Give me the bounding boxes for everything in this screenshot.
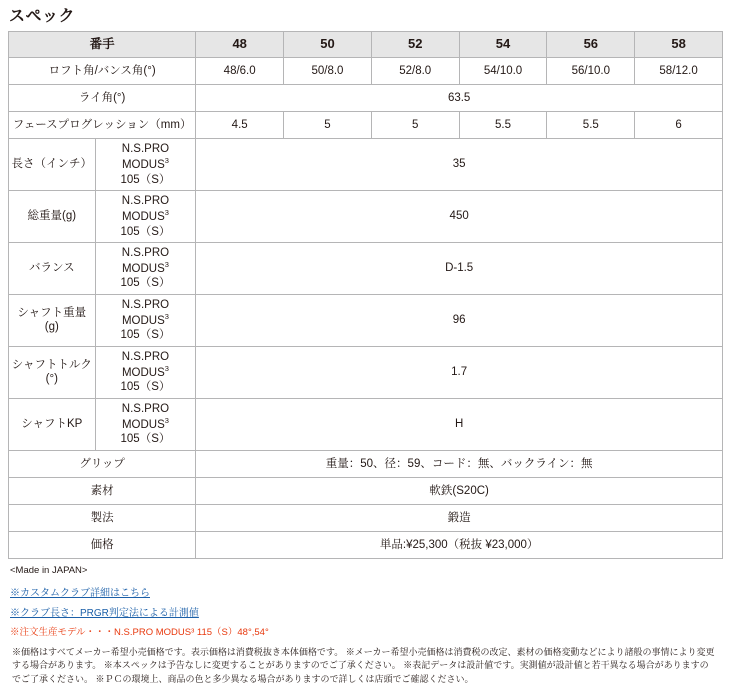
row-label: 総重量(g) (9, 190, 96, 242)
spec-page (0, 3, 731, 686)
spec-table (8, 31, 723, 559)
table-row (9, 294, 723, 346)
row-label: ロフト角/バンス角(°) (9, 58, 196, 85)
row-label: シャフトトルク(°) (9, 346, 96, 398)
row-value-cell: 5 (371, 112, 459, 139)
row-label: 製法 (9, 504, 196, 531)
page-title: スペック (9, 8, 76, 25)
row-label: シャフトKP (9, 398, 96, 450)
club-length-link[interactable]: ※クラブ長さ：PRGR判定法による計測値 (10, 607, 199, 619)
row-value-cell: 52/8.0 (371, 58, 459, 85)
row-value-cell: 6 (635, 112, 723, 139)
table-header-row (9, 32, 723, 58)
row-value: D-1.5 (196, 242, 723, 294)
row-value-cell: 58/12.0 (635, 58, 723, 85)
header-cell-loft: 50 (284, 32, 372, 58)
row-value-cell: 4.5 (196, 112, 284, 139)
row-shaft-label: N.S.PRO MODUS$^3$ 105（S） (95, 398, 196, 450)
table-row (9, 139, 723, 191)
row-value-cell: 5.5 (547, 112, 635, 139)
row-label: 価格 (9, 531, 196, 558)
row-value-cell: 50/8.0 (284, 58, 372, 85)
row-label: 長さ（インチ） (9, 139, 96, 191)
table-row (9, 112, 723, 139)
row-value-cell: 56/10.0 (547, 58, 635, 85)
row-shaft-label: N.S.PRO MODUS$^3$ 105（S） (95, 139, 196, 191)
header-cell-label: 番手 (9, 32, 196, 58)
row-value: H (196, 398, 723, 450)
row-value-cell: 5 (284, 112, 372, 139)
row-label: ライ角(°) (9, 85, 196, 112)
row-value: 単品:¥25,300（税抜 ¥23,000） (196, 531, 723, 558)
row-value-cell: 54/10.0 (459, 58, 547, 85)
row-value: 96 (196, 294, 723, 346)
table-row (9, 531, 723, 558)
notes-block (10, 565, 723, 686)
row-label: グリップ (9, 450, 196, 477)
row-shaft-label: N.S.PRO MODUS$^3$ 105（S） (95, 242, 196, 294)
row-label: バランス (9, 242, 96, 294)
row-shaft-label: N.S.PRO MODUS$^3$ 105（S） (95, 294, 196, 346)
table-row (9, 190, 723, 242)
table-row (9, 450, 723, 477)
row-label: フェースプログレッション（mm） (9, 112, 196, 139)
row-value: 35 (196, 139, 723, 191)
row-label: 素材 (9, 477, 196, 504)
row-shaft-label: N.S.PRO MODUS$^3$ 105（S） (95, 346, 196, 398)
header-cell-loft: 56 (547, 32, 635, 58)
table-row (9, 242, 723, 294)
row-value: 軟鉄(S20C) (196, 477, 723, 504)
order-made-note: ※注文生産モデル・・・N.S.PRO MODUS³ 115（S）48°,54° (10, 626, 269, 638)
fineprint: ※価格はすべてメーカー希望小売価格です。表示価格は消費税抜き本体価格です。 ※メーカー希望小売価格は消費税の改定、素材の価格変動などにより諸般の事情により変更する場合があります。 ※本スペックは予告なしに変更することがありますのでご了承ください。 ※表記データは設計値です。実測値が設計値と若干異なる場合がありますのでご了承ください。 ※ＰＣの環境上、商品の色と多少異なる場合がありますので詳しくは店頭でご確認ください。 (12, 646, 715, 684)
table-row (9, 398, 723, 450)
row-value: 鍛造 (196, 504, 723, 531)
row-value-cell: 5.5 (459, 112, 547, 139)
header-cell-loft: 52 (371, 32, 459, 58)
header-cell-loft: 48 (196, 32, 284, 58)
table-row (9, 504, 723, 531)
row-value: 1.7 (196, 346, 723, 398)
right-margin (725, 3, 731, 581)
table-row (9, 58, 723, 85)
row-value: 450 (196, 190, 723, 242)
row-value: 63.5 (196, 85, 723, 112)
custom-club-link[interactable]: ※カスタムクラブ詳細はこちら (10, 587, 150, 599)
made-in-note: <Made in JAPAN> (10, 564, 88, 576)
header-cell-loft: 58 (635, 32, 723, 58)
table-row (9, 85, 723, 112)
table-row (9, 477, 723, 504)
header-cell-loft: 54 (459, 32, 547, 58)
row-shaft-label: N.S.PRO MODUS$^3$ 105（S） (95, 190, 196, 242)
row-value-cell: 48/6.0 (196, 58, 284, 85)
row-value: 重量：50、径：59、コード：無、バックライン：無 (196, 450, 723, 477)
table-row (9, 346, 723, 398)
row-label: シャフト重量(g) (9, 294, 96, 346)
